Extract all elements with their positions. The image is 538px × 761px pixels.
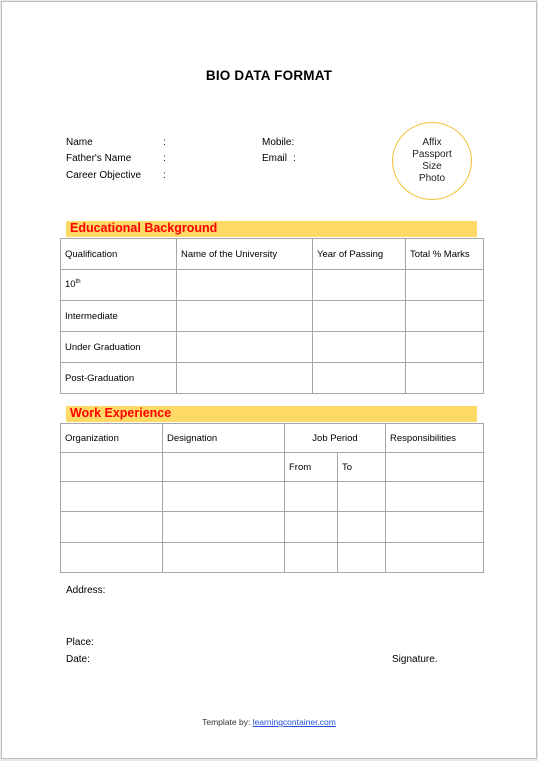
superscript: th [75, 279, 81, 286]
work-heading: Work Experience [70, 406, 172, 420]
to-cell[interactable] [338, 543, 386, 573]
footer-prefix: Template by: [202, 717, 253, 727]
education-heading: Educational Background [70, 221, 218, 235]
marks-cell[interactable] [406, 332, 484, 363]
from-cell[interactable] [285, 482, 338, 512]
father-name-colon: : [163, 153, 166, 164]
name-label: Name [66, 137, 93, 148]
table-row [61, 301, 484, 332]
university-cell[interactable] [177, 332, 313, 363]
to-cell[interactable] [338, 512, 386, 543]
university-cell[interactable] [177, 363, 313, 394]
footer [2, 717, 536, 727]
year-cell[interactable] [313, 270, 406, 301]
column-header: Responsibilities [386, 424, 484, 453]
qualification-cell [61, 270, 177, 301]
signature-label: Signature. [392, 654, 438, 665]
to-cell[interactable] [338, 482, 386, 512]
marks-cell[interactable] [406, 270, 484, 301]
father-name-label: Father's Name [66, 153, 132, 164]
from-cell[interactable] [285, 512, 338, 543]
qualification-text: 10 [65, 279, 76, 291]
column-header: Organization [61, 424, 163, 453]
responsibilities-cell[interactable] [386, 482, 484, 512]
organization-cell[interactable] [61, 512, 163, 543]
designation-cell[interactable] [163, 482, 285, 512]
year-cell[interactable] [313, 363, 406, 394]
university-cell[interactable] [177, 301, 313, 332]
to-subheader: To [338, 453, 386, 482]
photo-text-line: Affix [422, 137, 442, 148]
responsibilities-cell[interactable] [386, 543, 484, 573]
career-objective-colon: : [163, 170, 166, 181]
document-page [1, 1, 537, 759]
university-cell[interactable] [177, 270, 313, 301]
organization-cell[interactable] [61, 453, 163, 482]
work-header-row [61, 424, 484, 453]
work-section-header [66, 406, 477, 422]
designation-cell[interactable] [163, 453, 285, 482]
qualification-cell: Intermediate [61, 301, 177, 332]
education-section-header [66, 221, 477, 237]
email-label: Email [262, 153, 288, 164]
mobile-label: Mobile: [262, 137, 295, 148]
passport-photo-placeholder [392, 122, 472, 200]
qualification-cell: Under Graduation [61, 332, 177, 363]
column-header: Name of the University [177, 239, 313, 270]
organization-cell[interactable] [61, 543, 163, 573]
table-row [61, 453, 484, 482]
from-cell[interactable] [285, 543, 338, 573]
photo-text-line: Passport [412, 149, 452, 160]
designation-cell[interactable] [163, 543, 285, 573]
address-label: Address: [66, 585, 106, 596]
column-header: Job Period [285, 424, 386, 453]
date-label: Date: [66, 654, 90, 665]
designation-cell[interactable] [163, 512, 285, 543]
photo-text-line: Size [422, 161, 442, 172]
qualification-cell: Post-Graduation [61, 363, 177, 394]
responsibilities-cell[interactable] [386, 512, 484, 543]
work-table [60, 423, 484, 573]
column-header: Qualification [61, 239, 177, 270]
table-row [61, 543, 484, 573]
responsibilities-cell[interactable] [386, 453, 484, 482]
table-row [61, 512, 484, 543]
organization-cell[interactable] [61, 482, 163, 512]
name-colon: : [163, 137, 166, 148]
marks-cell[interactable] [406, 301, 484, 332]
footer-link[interactable]: learningcontainer.com [252, 717, 336, 727]
column-header: Year of Passing [313, 239, 406, 270]
table-row [61, 363, 484, 394]
table-row [61, 332, 484, 363]
marks-cell[interactable] [406, 363, 484, 394]
year-cell[interactable] [313, 332, 406, 363]
place-label: Place: [66, 637, 94, 648]
career-objective-label: Career Objective [66, 170, 142, 181]
from-subheader: From [285, 453, 338, 482]
column-header: Designation [163, 424, 285, 453]
table-row [61, 270, 484, 301]
page-title: BIO DATA FORMAT [205, 68, 333, 83]
photo-text-line: Photo [418, 173, 446, 184]
education-header-row [61, 239, 484, 270]
email-colon: : [293, 153, 296, 164]
year-cell[interactable] [313, 301, 406, 332]
column-header: Total % Marks [406, 239, 484, 270]
education-table [60, 238, 484, 394]
table-row [61, 482, 484, 512]
